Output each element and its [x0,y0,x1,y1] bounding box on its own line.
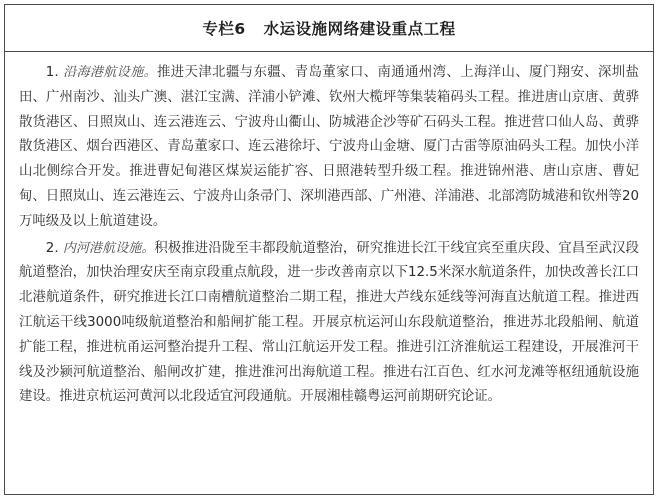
item-label: 内河港航设施。 [62,240,155,256]
item-inland [19,237,639,411]
item-number: 2. [45,240,59,256]
column-header [5,5,653,52]
item-coastal [19,61,639,235]
item-label: 沿海港航设施。 [63,65,157,80]
item-body: 积极推进沿陇至丰都段航道整治，研究推进长江干线宜宾至重庆段、宜昌至武汉段航道整治，加快治理安庆至南京段重点航段，进一步改善南京以下12.5米深水航道条件，加快改善长江口北港航道条件，研究推进长江口南槽航道整治二期工程，推进大芦线东延线等河海直达航道工程。推进西江航运干线3000吨级航道整治和船闸扩能工程。开展京杭运河山东段航道整治，推进苏北段船闸、航道扩能工程，推进杭甬运河整治提升工程、常山江航运开发工程。推进引江济淮航运工程建设，开展淮河干线及沙颍河航道整治、船闸改扩建，推进淮河出海航道工程。推进右江百色、红水河龙滩等枢纽通航设施建设。推进京杭运河黄河以北段适宜河段通航。开展湘桂赣粤运河前期研究论证。 [19,240,639,405]
column-label: 专栏6 [202,20,246,38]
column-heading: 水运设施网络建设重点工程 [263,20,456,38]
column-content [19,61,639,410]
column-box [4,4,654,495]
item-body: 推进天津北疆与东疆、青岛董家口、南通通州湾、上海洋山、厦门翔安、深圳盐田、广州南沙、汕头广澳、湛江宝满、洋浦小铲滩、钦州大榄坪等集装箱码头工程。推进唐山京唐、黄骅散货港区、日照岚山、连云港连云、宁波舟山衢山、防城港企沙等矿石码头工程。推进营口仙人岛、黄骅散货港区、烟台西港区、青岛董家口、连云港徐圩、宁波舟山金塘、厦门古雷等原油码头工程。加快小洋山北侧综合开发。推进曹妃甸港区煤炭运能扩容、日照港转型升级工程。推进锦州港、唐山京唐、曹妃甸、日照岚山、连云港连云、宁波舟山条帚门、深圳港西部、广州港、洋浦港、北部湾防城港和钦州等20万吨级及以上航道建设。 [19,65,639,229]
item-number: 1. [45,65,59,80]
column-title [202,17,455,39]
